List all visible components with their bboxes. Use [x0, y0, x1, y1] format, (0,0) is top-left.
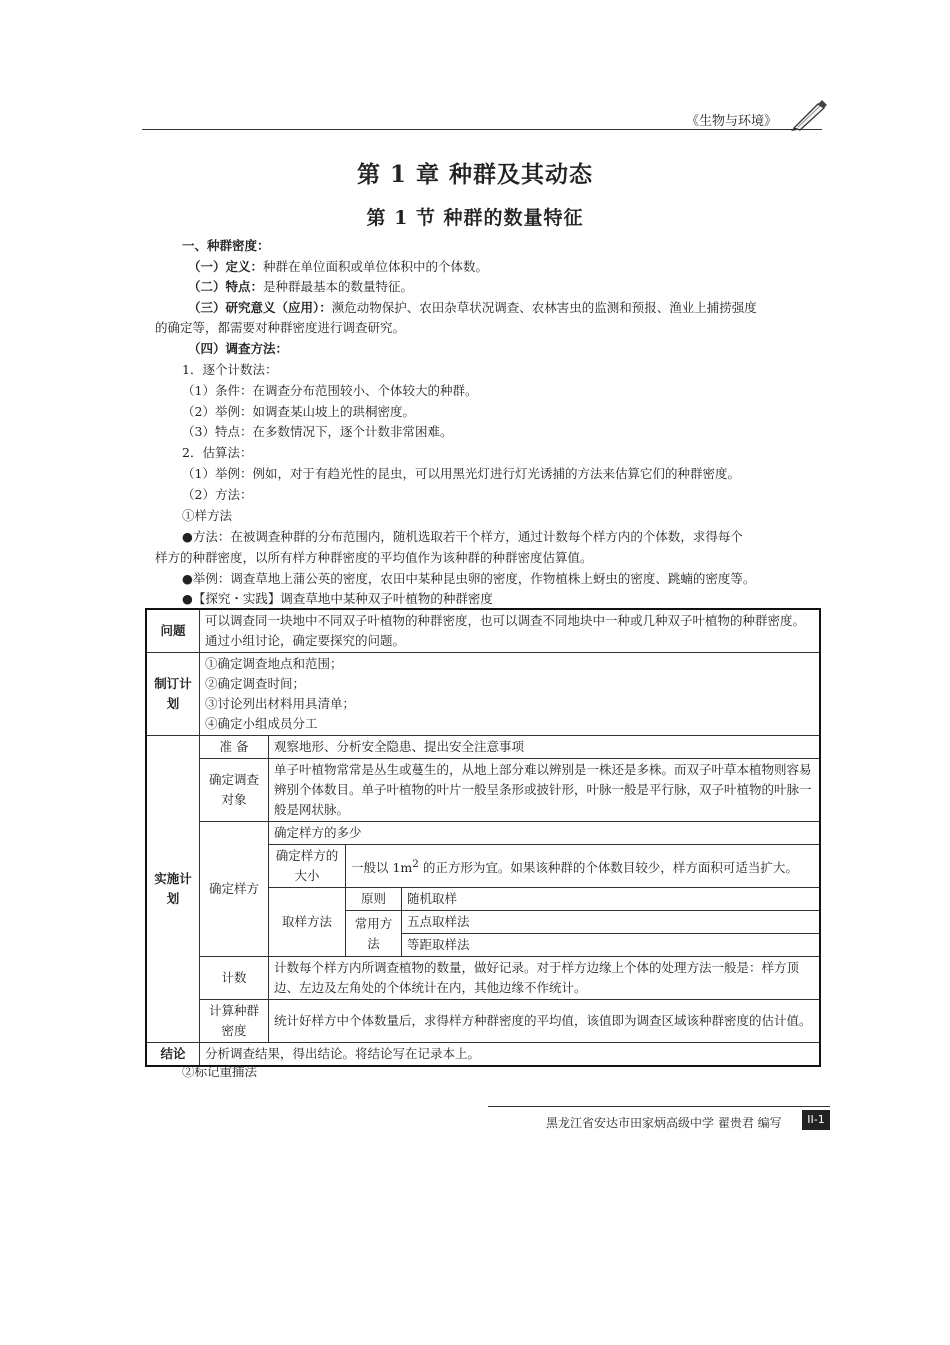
quadrat-method: ●方法：在被调查种群的分布范围内，随机选取若干个样方，通过计数每个样方内的个体数，求得每个 — [182, 529, 743, 544]
method-2-example: （1）举例：例如，对于有趋光性的昆虫，可以用黑光灯进行灯光诱捕的方法来估算它们的种群密度。 — [182, 466, 740, 481]
pen-icon — [788, 98, 828, 132]
investigation-table — [145, 608, 821, 1067]
quadrat-label: 确定样方 — [200, 822, 269, 957]
method-heading: （四）调查方法： — [188, 341, 289, 356]
footer-rule — [488, 1106, 830, 1107]
quadrat-count-text: 确定样方的多少 — [269, 822, 821, 845]
quadrat-practice: ●【探究・实践】调查草地中某种双子叶植物的种群密度 — [182, 591, 493, 606]
conclusion-text: 分析调查结果，得出结论。将结论写在记录本上。 — [200, 1043, 821, 1067]
plan-items — [200, 653, 821, 736]
plan-label: 制订计划 — [146, 653, 200, 736]
principle-label: 原则 — [346, 888, 402, 911]
table-row — [146, 653, 820, 736]
object-label: 确定调查对象 — [200, 759, 269, 822]
question-text: 可以调查同一块地中不同双子叶植物的种群密度，也可以调查不同地块中一种或几种双子叶植物的种群密度。通过小组讨论，确定要探究的问题。 — [200, 609, 821, 653]
calc-label: 计算种群密度 — [200, 1000, 269, 1043]
principle-text: 随机取样 — [402, 888, 821, 911]
definition-text: 种群在单位面积或单位体积中的个体数。 — [263, 259, 489, 274]
plan-item: ③讨论列出材料用具清单； — [205, 696, 356, 711]
calc-text: 统计好样方中个体数量后，求得样方种群密度的平均值，该值即为调查区域该种群密度的估计值。 — [269, 1000, 821, 1043]
size-text — [346, 845, 821, 888]
method-1-condition: （1）条件：在调查分布范围较小、个体较大的种群。 — [182, 383, 478, 398]
significance-line — [188, 298, 757, 318]
sampling-label: 取样方法 — [269, 888, 346, 957]
plan-item: ④确定小组成员分工 — [205, 716, 318, 731]
method-1-example: （2）举例：如调查某山坡上的珙桐密度。 — [182, 404, 415, 419]
method-2-method: （2）方法： — [182, 487, 253, 502]
header-rule — [142, 129, 822, 130]
quadrat-example: ●举例：调查草地上蒲公英的密度，农田中某种昆虫卵的密度，作物植株上蚜虫的密度、跳蝻的密度等。 — [182, 571, 756, 586]
size-text-b: 的正方形为宜。如果该种群的个体数目较少，样方面积可适当扩大。 — [418, 860, 798, 876]
table-row — [146, 736, 820, 759]
method-1-heading: 1．逐个计数法： — [182, 362, 278, 377]
mark-recapture-heading: ②标记重捕法 — [182, 1064, 258, 1079]
significance-label: （三）研究意义（应用）： — [188, 300, 332, 315]
table-row — [146, 957, 820, 1000]
feature-label: （二）特点： — [188, 279, 264, 294]
count-text: 计数每个样方内所调查植物的数量，做好记录。对于样方边缘上个体的处理方法一般是：样方顶边、左边及左角处的个体统计在内，其他边缘不作统计。 — [269, 957, 821, 1000]
significance-text: 濒危动物保护、农田杂草状况调查、农林害虫的监测和预报、渔业上捕捞强度 — [331, 300, 757, 315]
conclusion-label: 结论 — [146, 1043, 200, 1067]
quadrat-heading: ①样方法 — [182, 508, 233, 523]
heading-population-density: 一、种群密度： — [182, 238, 270, 253]
feature-line — [188, 277, 413, 297]
section-title: 第 1 节 种群的数量特征 — [366, 207, 584, 229]
method-1-feature: （3）特点：在多数情况下，逐个计数非常困难。 — [182, 424, 453, 439]
method-2-heading: 2．估算法： — [182, 445, 253, 460]
prep-label: 准 备 — [200, 736, 269, 759]
equidistant-method: 等距取样法 — [402, 934, 821, 957]
footer-author: 黑龙江省安达市田家炳高级中学 翟贵君 编写 — [546, 1116, 782, 1130]
size-superscript: 2 — [412, 857, 419, 870]
page-number: II-1 — [802, 1110, 830, 1130]
table-row — [146, 609, 820, 653]
common-method-label: 常用方法 — [346, 911, 402, 957]
definition-label: （一）定义： — [188, 259, 264, 274]
plan-item: ②确定调查时间； — [205, 676, 306, 691]
feature-text: 是种群最基本的数量特征。 — [263, 279, 414, 294]
chapter-title: 第 1 章 种群及其动态 — [356, 161, 594, 188]
significance-line-2: 的确定等，都需要对种群密度进行调查研究。 — [155, 320, 406, 335]
table-row — [146, 1000, 820, 1043]
plan-item: ①确定调查地点和范围； — [205, 656, 343, 671]
object-text: 单子叶植物常常是丛生或蔓生的，从地上部分难以辨别是一株还是多株。而双子叶草本植物则容易辨别个体数目。单子叶植物的叶片一般呈条形或披针形，叶脉一般是平行脉，双子叶植物的叶脉一般是网状脉。 — [269, 759, 821, 822]
prep-text: 观察地形、分析安全隐患、提出安全注意事项 — [269, 736, 821, 759]
question-label: 问题 — [146, 609, 200, 653]
implementation-label: 实施计划 — [146, 736, 200, 1043]
size-label: 确定样方的大小 — [269, 845, 346, 888]
quadrat-method-2: 样方的种群密度，以所有样方种群密度的平均值作为该种群的种群密度估算值。 — [155, 550, 593, 565]
table-row — [146, 759, 820, 822]
five-point-method: 五点取样法 — [402, 911, 821, 934]
table-row — [146, 822, 820, 845]
count-label: 计数 — [200, 957, 269, 1000]
definition-line — [188, 257, 488, 277]
size-text-a: 一般以 1m — [351, 860, 413, 876]
book-title: 《生物与环境》 — [686, 114, 778, 129]
